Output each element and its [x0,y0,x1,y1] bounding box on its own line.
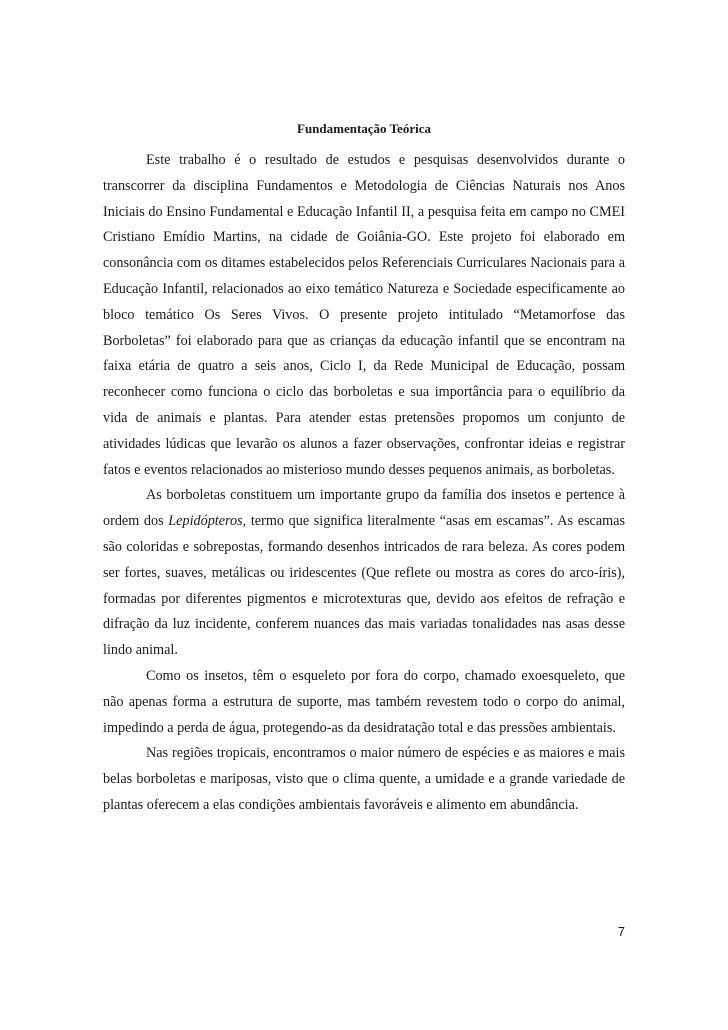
paragraph-text: Este trabalho é o resultado de estudos e pesquisas desenvolvidos durante o transcorrer da disciplina Fundamentos e Metodologia de Ciências Naturais nos Anos Iniciais do Ensino Fundamental e Educação Infantil II, a pesquisa feita em campo no CMEI Cristiano Emídio Martins, na cidade de Goiânia-GO. Este projeto foi elaborado em consonância com os ditames estabelecidos pelos Referenciais Curriculares Nacionais para a Educação Infantil, relacionados ao eixo temático Natureza e Sociedade especificamente ao bloco temático Os Seres Vivos. O presente projeto intitulado “Metamorfose das Borboletas” foi elaborado para que as crianças da educação infantil que se encontram na faixa etária de quatro a seis anos, Ciclo I, da Rede Municipal de Educação, possam reconhecer como funciona o ciclo das borboletas e sua importância para o equilíbrio da vida de animais e plantas. Para atender estas pretensões propomos um conjunto de atividades lúdicas que levarão os alunos a fazer observações, confrontar ideias e registrar fatos e eventos relacionados ao misterioso mundo desses pequenos animais, as borboletas. [103,152,625,478]
paragraph-butterflies [103,483,625,664]
body-text [103,148,625,819]
page-number: 7 [617,924,625,939]
paragraph-exoskeleton [103,664,625,741]
document-page [103,0,625,1030]
emphasis-term: Lepidópteros, [168,513,247,530]
paragraph-tropical [103,741,625,818]
paragraph-text: As borboletas constituem um importante grupo da família dos insetos e pertence à ordem dos [103,487,625,530]
paragraph-text: Como os insetos, têm o esqueleto por fora do corpo, chamado exoesqueleto, que não apenas forma a estrutura de suporte, mas também revestem todo o corpo do animal, impedindo a perda de água, protegendo-as da desidratação total e das pressões ambientais. [103,667,625,736]
paragraph-intro [103,148,625,483]
section-title: Fundamentação Teórica [297,121,431,136]
paragraph-text: termo que significa literalmente “asas em escamas”. As escamas são coloridas e sobrepostas, formando desenhos intricados de rara beleza. As cores podem ser fortes, suaves, metálicas ou iridescentes (Que reflete ou mostra as cores do arco-íris), formadas por diferentes pigmentos e microtexturas que, devido aos efeitos de refração e difração da luz incidente, conferem nuances das mais variadas tonalidades nas asas desse lindo animal. [103,513,625,659]
paragraph-text: Nas regiões tropicais, encontramos o maior número de espécies e as maiores e mais belas borboletas e mariposas, visto que o clima quente, a umidade e a grande variedade de plantas oferecem a elas condições ambientais favoráveis e alimento em abundância. [103,745,625,813]
